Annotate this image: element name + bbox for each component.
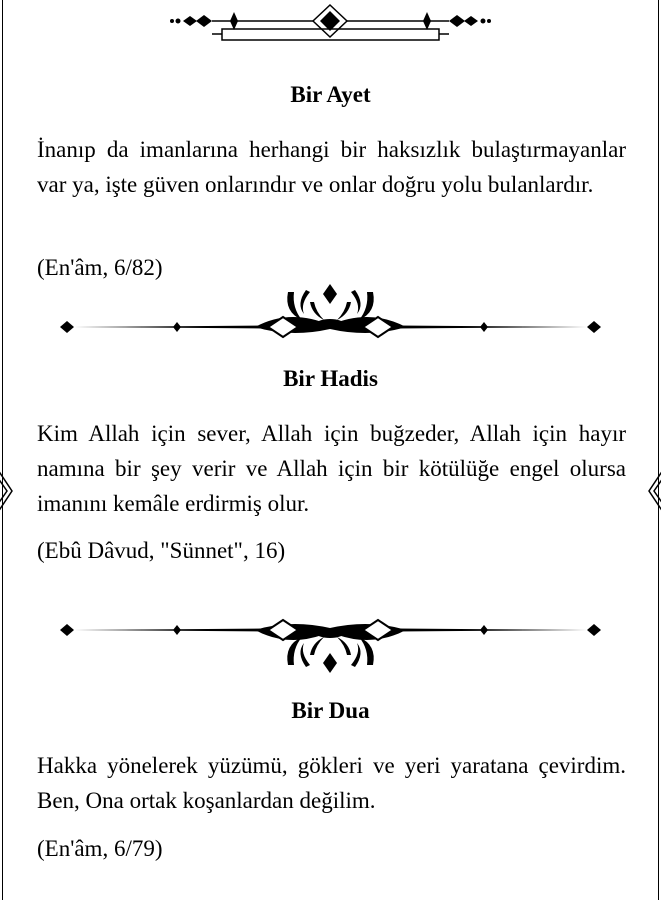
section-heading-hadis: Bir Hadis <box>283 366 378 391</box>
floral-divider-up-icon <box>0 280 661 345</box>
top-divider-icon <box>0 2 661 48</box>
section-citation-ayet: (En'âm, 6/82) <box>37 255 163 280</box>
section-text-ayet: İnanıp da imanlarına herhangi bir haksızlık bulaştırmayanlar var ya, işte güven onlarındır ve onlar doğru yolu bulanlardır. <box>37 137 626 197</box>
section-text-dua: Hakka yönelerek yüzümü, gökleri ve yeri yaratana çevirdim. Ben, Ona ortak koşanlardan değilim. <box>37 753 626 813</box>
side-diamond-left-icon <box>0 466 14 516</box>
section-heading-dua: Bir Dua <box>291 698 370 723</box>
section-text-hadis: Kim Allah için sever, Allah için buğzeder, Allah için hayır namına bir şey verir ve Allah için bir kötülüğe engel olursa imanını kemâle erdirmiş olur. <box>37 421 626 516</box>
section-citation-dua: (En'âm, 6/79) <box>37 836 163 861</box>
floral-divider-down-icon <box>0 610 661 680</box>
page-frame-right <box>658 0 659 900</box>
section-heading-ayet: Bir Ayet <box>290 82 371 107</box>
side-diamond-right-icon <box>647 466 661 516</box>
section-citation-hadis: (Ebû Dâvud, "Sünnet", 16) <box>37 538 286 563</box>
page-frame-left <box>2 0 3 900</box>
